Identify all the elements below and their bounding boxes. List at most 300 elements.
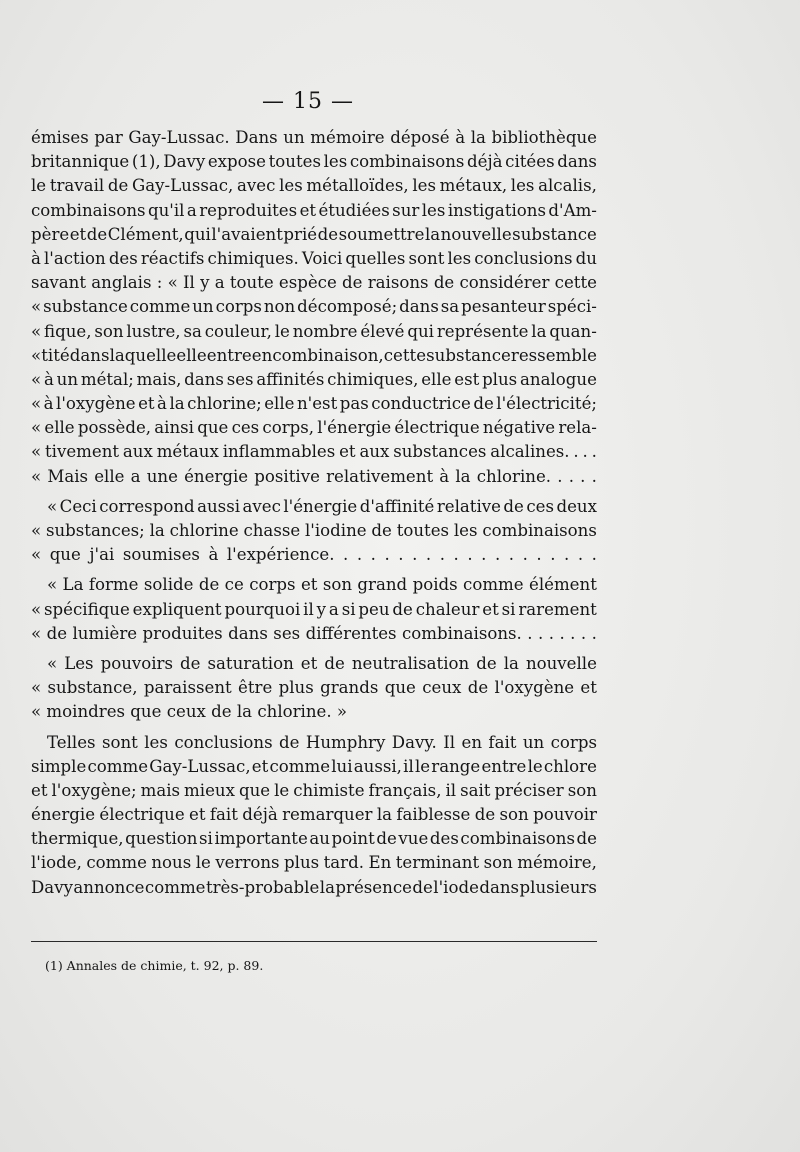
word: la [424,224,441,244]
word: de [342,273,363,293]
word: thermique, [31,829,124,849]
text-line [31,495,597,519]
word: d'Am- [548,200,597,220]
word: étudiées [318,200,390,220]
word: l'iode [433,877,479,897]
word: comme [87,756,149,776]
word: . [538,623,544,643]
word: aux [359,442,390,462]
word: Dans [235,128,278,147]
word: (1), [131,152,161,172]
word: rela- [558,418,597,438]
word: de [576,829,597,849]
word: tard. [323,853,365,873]
word: couleur, [204,321,272,341]
word: dans [557,152,597,172]
word: . [570,623,576,643]
word: toutes [396,521,450,540]
text-line [31,652,597,676]
word: corps [550,732,597,752]
word: élevé [360,321,405,341]
word: le [414,756,431,776]
word: pesanteur [461,297,546,317]
word: que [49,545,81,565]
word: de [324,653,345,673]
word: . [557,466,563,486]
word: « [31,623,42,643]
word: chlorine; [187,394,262,414]
word: . [548,623,554,643]
word: déjà [242,805,278,825]
word: et [580,678,597,698]
word: . [412,545,418,565]
word: Mais [47,466,89,486]
word: que [238,780,271,800]
word: fait [488,732,517,752]
word: la [503,653,519,673]
word: être [238,678,273,698]
word: considérer [459,273,550,293]
word: « [31,466,42,486]
word: lumière [72,623,138,643]
text-line [31,199,597,223]
word: dans [479,877,520,897]
word: conclusions [174,732,273,752]
word: et [299,200,317,220]
word: de [371,521,392,540]
word: chlorine [169,521,239,540]
word: Il [443,732,456,752]
word: la [455,466,471,486]
word: français, [368,780,442,800]
text-line [31,368,597,392]
word: cette [383,345,427,365]
word: de [86,224,108,244]
word: « [31,345,42,365]
word: préciser [494,780,564,800]
word: l'électricité; [496,394,597,414]
word: . [591,466,597,486]
word: sur [392,200,420,220]
text-line [31,126,597,150]
word: En [368,853,392,873]
text-line [31,320,597,344]
text-line [31,465,597,489]
word: d'affinité [359,496,435,516]
word: énergie [31,805,96,825]
word: Humphry [305,732,386,752]
word: . [568,466,574,486]
word: Gay-Lussac. [128,128,230,147]
text-line [31,174,597,198]
word: La [62,575,84,595]
word: si [199,829,213,849]
word: différentes [305,623,397,643]
word: plus [284,853,320,873]
word: « [47,496,58,516]
word: « [31,394,42,414]
body-text [31,126,597,900]
word: corps [215,297,262,317]
word: le [274,321,290,341]
word: négative [482,418,556,438]
word: père [31,224,70,244]
word: dans [184,369,224,389]
word: « [31,678,42,698]
word: substance [43,297,128,317]
word: combinaisons [31,200,146,220]
word: réactifs [140,248,205,268]
word: la [149,521,165,540]
word: plusieurs [519,877,597,897]
word: Davy [163,152,206,172]
word: range [431,756,481,776]
text-line [31,295,597,319]
word: . [508,545,515,565]
word: terminant [395,853,480,873]
word: : [156,273,163,293]
word: comme [129,297,191,317]
word: instigations [447,200,546,220]
word: à [157,394,167,414]
word: . [536,545,542,565]
word: combinaisons [482,521,597,540]
word: importante [214,829,308,849]
text-line [31,543,597,567]
word: . [384,545,390,565]
word: chaleur [415,599,480,619]
word: les [447,248,472,268]
word: de [473,394,494,414]
word: une [146,466,178,486]
word: qui [184,224,211,244]
word: il [403,756,414,776]
word: et [138,394,155,414]
word: expliquent [132,599,222,619]
word: ces [526,496,554,516]
text-line [31,851,597,875]
word: et [339,442,356,462]
word: substances [393,442,487,462]
word: l'expérience. [226,545,335,565]
word: spécifique [44,599,130,619]
word: de [474,805,496,825]
text-line [31,573,597,597]
word: présence [335,877,412,897]
word: ce [224,575,244,595]
word: positive [254,466,320,486]
word: en [251,345,273,365]
word: substance [512,224,597,244]
word: à [439,466,450,486]
word: elle [421,369,452,389]
word: de [180,653,201,673]
text-line [31,779,597,803]
word: . [453,545,459,565]
word: elle [94,466,125,486]
word: corps [249,575,296,595]
word: sait [460,780,491,800]
text-line [31,731,597,755]
word: conductrice [371,394,471,414]
word: Les [64,653,94,673]
word: point [331,829,375,849]
word: . [343,545,349,565]
word: et [300,575,318,595]
word: la [169,394,185,414]
word: un [283,128,305,147]
word: aux [122,442,153,462]
word: remarquer [282,805,373,825]
word: Clément, [107,224,184,244]
text-line [31,803,597,827]
word: solide [143,575,194,595]
word: à [208,545,219,565]
word: son [94,321,124,341]
word: possède, [77,418,152,438]
word: si [501,599,516,619]
word: l'énergie [283,496,358,516]
text-line [31,676,597,700]
word: . [559,623,565,643]
word: par [94,128,123,147]
word: les [412,176,436,196]
word: espèce [278,273,337,293]
word: . [439,545,445,565]
word: à [31,248,41,268]
word: « [31,442,42,462]
word: à [43,369,54,389]
word: le [527,756,543,776]
word: ces [231,418,260,438]
word: un [522,732,545,752]
word: dans [399,297,439,317]
word: électrique [99,805,185,825]
word: Davy. [391,732,437,752]
word: mais, [136,369,182,389]
word: métaux [156,442,219,462]
word: au [309,829,330,849]
word: de [412,877,433,897]
word: est [454,369,480,389]
text-line [31,223,597,247]
word: prié [283,224,318,244]
word: avec [242,496,281,516]
word: soumettre [338,224,425,244]
word: n'est [296,394,338,414]
word: du [575,248,597,268]
word: Voici [301,248,343,268]
word: entre [206,345,252,365]
word: question [125,829,198,849]
word: l'iode, [31,853,82,873]
word: chimiques, [327,369,419,389]
word: produites [142,623,223,643]
word: mieux [184,780,235,800]
word: l'iodine [305,521,367,540]
word: substance [426,345,511,365]
word: « [167,273,178,293]
word: et [482,599,499,619]
text-line [31,247,597,271]
text-line [31,622,597,646]
word: de [476,653,497,673]
word: plus [278,678,314,698]
word: . [564,545,570,565]
word: mémoire, [517,853,597,873]
word: chimiste [293,780,365,800]
word: pouvoirs [100,653,173,673]
word: chlore [543,756,597,776]
footnote-rule [31,941,597,942]
word: la [319,877,335,897]
word: « [31,418,42,438]
word: les [510,176,535,196]
word: combinaisons [349,152,465,172]
word: aussi, [353,756,402,776]
word: raisons [367,273,429,293]
word: électrique [394,418,480,438]
word: pouvoir [533,805,597,825]
word: qui [407,321,434,341]
word: de [467,678,489,698]
word: Gay-Lussac, [149,756,251,776]
word: correspond [99,496,195,516]
word: lui [331,756,353,776]
word: inflammables [222,442,336,462]
word: de [107,176,129,196]
page-number: — 15 — [262,89,354,114]
word: grands [320,678,379,698]
word: substance, [47,678,138,698]
word: si [341,599,356,619]
word: sont [408,248,445,268]
word: . [580,466,586,486]
word: le [274,780,290,800]
word: le [31,176,47,196]
word: Telles [47,732,96,752]
word: alcalis, [538,176,597,196]
word: toutes [268,152,321,172]
word: déjà [467,152,503,172]
word: substances; [45,521,145,540]
word: dans [228,623,268,643]
word: a [186,200,197,220]
word: comme [86,853,147,873]
word: que [384,678,416,698]
word: les [453,521,478,540]
word: Ceci [59,496,97,516]
word: affinités [256,369,325,389]
word: métaux, [439,176,508,196]
word: citées [505,152,555,172]
word: et [31,780,48,800]
word: mais [140,780,181,800]
word: que [197,418,229,438]
word: quan- [549,321,597,341]
word: neutralisation [351,653,470,673]
word: très-probable [205,877,320,897]
text-line [31,392,597,416]
word: comme [144,877,206,897]
word: « [31,321,42,341]
word: j'ai [89,545,115,565]
word: . [522,545,528,565]
word: alcalines. [490,442,570,462]
word: « [31,369,42,389]
word: a [214,273,225,293]
word: qu'il [147,200,185,220]
word: anglais [91,273,152,293]
word: . [481,545,487,565]
word: comme [463,575,524,595]
text-line [31,519,597,543]
word: forme [88,575,139,595]
word: elle [264,394,295,414]
word: de [503,496,524,516]
word: nous [151,853,192,873]
word: il [445,780,457,800]
word: énergie [184,466,249,486]
word: les [323,152,348,172]
word: . [577,545,584,565]
word: . [494,545,501,565]
word: peu [358,599,390,619]
word: . [591,545,597,565]
word: « [31,545,42,565]
word: Gay-Lussac, [132,176,234,196]
text-line [31,271,597,295]
word: tivement [44,442,120,462]
word: ceux [422,678,462,698]
word: et [251,756,269,776]
word: . [573,442,579,462]
word: un [56,369,79,389]
word: plus [482,369,518,389]
word: pas [339,394,369,414]
word: comme [269,756,331,776]
word: à [43,394,54,414]
word: de [198,575,220,595]
text-line [31,755,597,779]
word: deux [556,496,597,516]
word: mémoire [310,128,385,147]
word: nouvelle [440,224,512,244]
word: des [429,829,459,849]
word: son [483,853,513,873]
word: l'avaient [211,224,283,244]
word: relativement [326,466,434,486]
word: . [527,623,533,643]
word: grand [357,575,408,595]
word: expose [207,152,266,172]
word: vue [398,829,429,849]
word: annonce [73,877,145,897]
word: de [46,623,68,643]
word: « [47,653,58,673]
word: simple [31,756,87,776]
word: de [317,224,339,244]
word: représente [436,321,529,341]
word: ses [226,369,254,389]
word: . [370,545,376,565]
word: l'oxygène [56,394,136,414]
word: y [316,599,327,619]
word: Il [182,273,195,293]
word: . [580,623,587,643]
word: tité [41,345,70,365]
word: elle [44,418,75,438]
